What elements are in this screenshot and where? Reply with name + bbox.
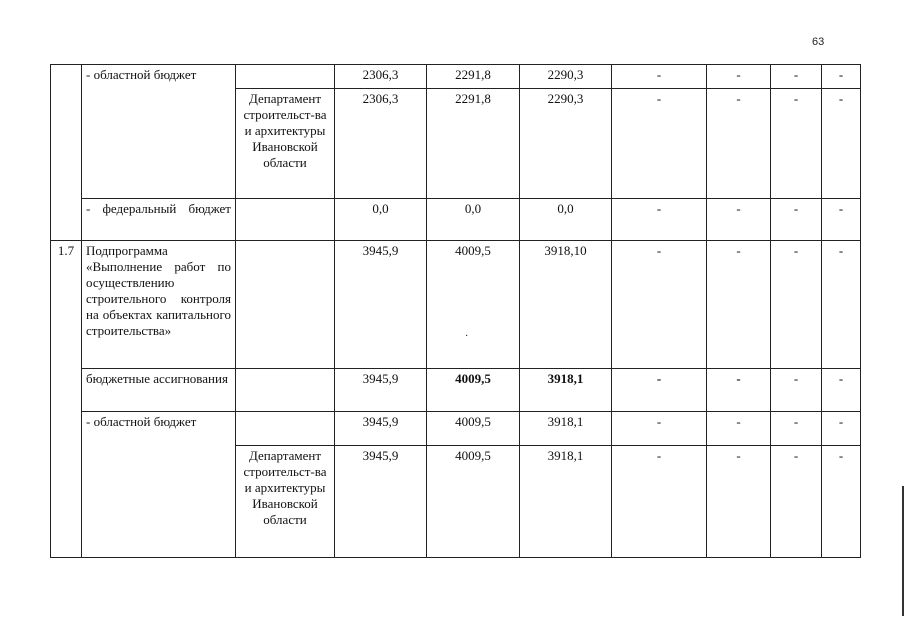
value-cell: 0,0 bbox=[427, 199, 520, 241]
dash-cell: - bbox=[707, 241, 771, 369]
value-cell: 3918,10 bbox=[520, 241, 612, 369]
dash-cell: - bbox=[612, 65, 707, 89]
dash-cell: - bbox=[771, 89, 822, 199]
dash-cell: - bbox=[822, 89, 861, 199]
dash-cell: - bbox=[612, 241, 707, 369]
scan-speck: · bbox=[465, 331, 469, 342]
table-row bbox=[51, 412, 861, 446]
table-row bbox=[51, 241, 861, 369]
row-name: - федеральный бюджет bbox=[82, 199, 236, 241]
value-cell: 3945,9 bbox=[335, 241, 427, 369]
value-cell: 4009,5 bbox=[427, 369, 520, 412]
dash-cell: - bbox=[707, 65, 771, 89]
row-name: бюджетные ассигнования bbox=[82, 369, 236, 412]
dash-cell: - bbox=[822, 412, 861, 446]
dash-cell: - bbox=[771, 65, 822, 89]
value-cell: 3918,1 bbox=[520, 446, 612, 558]
value-cell: 3945,9 bbox=[335, 412, 427, 446]
dash-cell: - bbox=[612, 412, 707, 446]
row-name: - областной бюджет bbox=[82, 65, 236, 199]
row-executor: Департамент строительст-ва и архитектуры Ивановской области bbox=[236, 446, 335, 558]
value-cell: 2291,8 bbox=[427, 89, 520, 199]
value-cell: 3945,9 bbox=[335, 369, 427, 412]
row-executor bbox=[236, 199, 335, 241]
value-cell: 3945,9 bbox=[335, 446, 427, 558]
table-row bbox=[51, 199, 861, 241]
dash-cell: - bbox=[822, 446, 861, 558]
dash-cell: - bbox=[822, 369, 861, 412]
dash-cell: - bbox=[612, 369, 707, 412]
dash-cell: - bbox=[771, 199, 822, 241]
dash-cell: - bbox=[771, 369, 822, 412]
value-cell: 3918,1 bbox=[520, 412, 612, 446]
value-cell: 4009,5 bbox=[427, 446, 520, 558]
dash-cell: - bbox=[612, 446, 707, 558]
row-executor bbox=[236, 412, 335, 446]
dash-cell: - bbox=[822, 241, 861, 369]
value-cell: 4009,5 bbox=[427, 412, 520, 446]
row-name: - областной бюджет bbox=[82, 412, 236, 558]
row-name: Подпрограмма «Выполнение работ по осуществлению строительного контроля на объектах капитального строительства» bbox=[82, 241, 236, 369]
value-cell: 2290,3 bbox=[520, 89, 612, 199]
scan-edge-line bbox=[902, 486, 904, 616]
dash-cell: - bbox=[822, 199, 861, 241]
dash-cell: - bbox=[707, 369, 771, 412]
value-cell: 0,0 bbox=[520, 199, 612, 241]
row-executor: Департамент строительст-ва и архитектуры Ивановской области bbox=[236, 89, 335, 199]
page-number: 63 bbox=[812, 36, 825, 48]
value-cell: 2306,3 bbox=[335, 65, 427, 89]
row-executor bbox=[236, 369, 335, 412]
value-cell: 2290,3 bbox=[520, 65, 612, 89]
dash-cell: - bbox=[707, 199, 771, 241]
dash-cell: - bbox=[707, 446, 771, 558]
row-executor bbox=[236, 241, 335, 369]
value-cell: 4009,5 bbox=[427, 241, 520, 369]
value-cell: 2291,8 bbox=[427, 65, 520, 89]
dash-cell: - bbox=[612, 89, 707, 199]
row-number bbox=[51, 65, 82, 241]
table-row bbox=[51, 65, 861, 89]
dash-cell: - bbox=[771, 412, 822, 446]
value-cell: 2306,3 bbox=[335, 89, 427, 199]
dash-cell: - bbox=[612, 199, 707, 241]
table-row bbox=[51, 369, 861, 412]
budget-table bbox=[50, 64, 861, 558]
dash-cell: - bbox=[771, 241, 822, 369]
row-executor bbox=[236, 65, 335, 89]
dash-cell: - bbox=[707, 89, 771, 199]
value-cell: 0,0 bbox=[335, 199, 427, 241]
row-number: 1.7 bbox=[51, 241, 82, 558]
dash-cell: - bbox=[822, 65, 861, 89]
value-cell: 3918,1 bbox=[520, 369, 612, 412]
dash-cell: - bbox=[707, 412, 771, 446]
dash-cell: - bbox=[771, 446, 822, 558]
